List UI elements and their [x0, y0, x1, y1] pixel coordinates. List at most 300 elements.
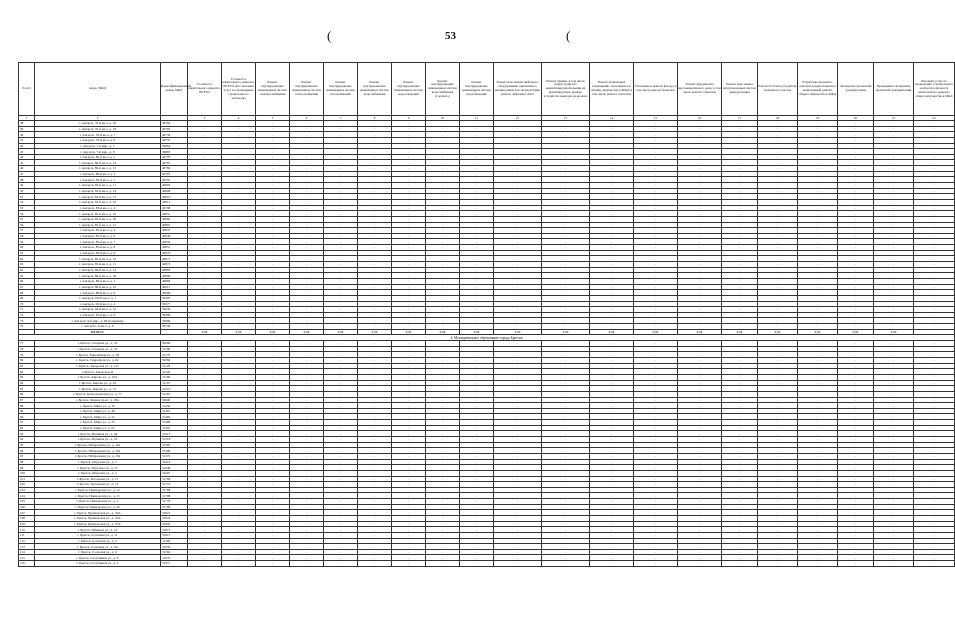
value-cell: - [678, 358, 722, 364]
value-cell: - [678, 318, 722, 324]
value-cell: - [542, 301, 590, 307]
value-cell: - [722, 183, 758, 189]
value-cell: - [590, 527, 634, 533]
column-number: 5 [256, 116, 290, 121]
value-cell: - [590, 267, 634, 273]
value-cell: - [798, 194, 838, 200]
value-cell: - [188, 183, 222, 189]
value-cell: - [426, 437, 460, 443]
column-header: Проведение экспертизы проектной документации [874, 63, 914, 116]
value-cell: - [188, 262, 222, 268]
value-cell: - [914, 352, 955, 358]
value-cell: - [494, 171, 542, 177]
value-cell: - [290, 453, 324, 459]
row-number: 64 [19, 267, 35, 273]
total-value: 0,00 [222, 329, 256, 335]
column-number: 11 [460, 116, 494, 121]
value-cell: - [634, 453, 678, 459]
mkd-id-cell: 31362 [161, 442, 188, 448]
value-cell: - [494, 369, 542, 375]
address-cell: г. Братск, Ленина пр-кт, д. 18А [35, 397, 161, 403]
value-cell: - [256, 538, 290, 544]
value-cell: - [634, 397, 678, 403]
column-header: Ремонт фундамента многоквартирного дома, в том числе ремонт отмостки [678, 63, 722, 116]
address-cell: г. Ангарск, 86-й кв-л, д. 13 [35, 267, 161, 273]
value-cell: - [494, 352, 542, 358]
value-cell: - [324, 397, 358, 403]
mkd-id-cell: 39032 [161, 307, 188, 313]
value-cell: - [874, 538, 914, 544]
value-cell: - [426, 149, 460, 155]
value-cell: - [590, 295, 634, 301]
total-label: ИТОГО: [35, 329, 161, 335]
value-cell: - [758, 256, 798, 262]
row-number: 110 [19, 527, 35, 533]
value-cell: - [290, 267, 324, 273]
value-cell: - [914, 374, 955, 380]
value-cell: - [426, 516, 460, 522]
value-cell: - [874, 437, 914, 443]
value-cell: - [494, 414, 542, 420]
value-cell: - [188, 126, 222, 132]
value-cell: - [874, 154, 914, 160]
value-cell: - [758, 380, 798, 386]
value-cell: - [358, 121, 392, 127]
value-cell: - [324, 199, 358, 205]
value-cell: - [324, 295, 358, 301]
value-cell: - [542, 408, 590, 414]
value-cell: - [874, 290, 914, 296]
value-cell: - [838, 431, 874, 437]
value-cell: - [798, 504, 838, 510]
value-cell: - [798, 369, 838, 375]
value-cell: - [542, 352, 590, 358]
value-cell: - [634, 499, 678, 505]
value-cell: - [590, 216, 634, 222]
value-cell: - [590, 374, 634, 380]
value-cell: - [874, 267, 914, 273]
value-cell: - [460, 126, 494, 132]
value-cell: - [256, 448, 290, 454]
value-cell: - [634, 414, 678, 420]
value-cell: - [798, 493, 838, 499]
mkd-id-cell: 40810 [161, 194, 188, 200]
mkd-id-cell: 31120 [161, 369, 188, 375]
row-number: 71 [19, 307, 35, 313]
value-cell: - [722, 245, 758, 251]
value-cell: - [542, 527, 590, 533]
value-cell: - [798, 216, 838, 222]
value-cell: - [358, 160, 392, 166]
value-cell: - [634, 363, 678, 369]
address-cell: г. Братск, Мира ул., д. 51 [35, 414, 161, 420]
value-cell: - [838, 391, 874, 397]
value-cell: - [798, 284, 838, 290]
value-cell: - [392, 420, 426, 426]
value-cell: - [256, 278, 290, 284]
total-value: 0,00 [678, 329, 722, 335]
value-cell: - [256, 199, 290, 205]
column-number: 12 [494, 116, 542, 121]
column-number: 22 [914, 116, 955, 121]
value-cell: - [426, 171, 460, 177]
value-cell: - [634, 487, 678, 493]
value-cell: - [678, 408, 722, 414]
value-cell: - [590, 397, 634, 403]
value-cell: - [914, 154, 955, 160]
value-cell: - [290, 555, 324, 561]
row-number: 41 [19, 137, 35, 143]
value-cell: - [256, 442, 290, 448]
value-cell: - [838, 408, 874, 414]
mkd-id-cell: 39389 [161, 312, 188, 318]
value-cell: - [188, 363, 222, 369]
value-cell: - [494, 312, 542, 318]
value-cell: - [542, 318, 590, 324]
value-cell: - [678, 448, 722, 454]
value-cell: - [874, 324, 914, 330]
column-header: Экспертиза проектной документации [838, 63, 874, 116]
value-cell: - [874, 408, 914, 414]
mkd-id-cell: 31450 [161, 403, 188, 409]
value-cell: - [722, 374, 758, 380]
value-cell: - [874, 532, 914, 538]
mkd-id-cell: 40782 [161, 166, 188, 172]
value-cell: - [542, 267, 590, 273]
value-cell: - [758, 143, 798, 149]
value-cell: - [188, 205, 222, 211]
value-cell: - [358, 177, 392, 183]
value-cell: - [256, 369, 290, 375]
value-cell: - [914, 307, 955, 313]
value-cell: - [290, 262, 324, 268]
value-cell: - [914, 414, 955, 420]
value-cell: - [758, 278, 798, 284]
value-cell: - [426, 295, 460, 301]
value-cell: - [838, 369, 874, 375]
mkd-id-cell: 31129 [161, 363, 188, 369]
value-cell: - [188, 121, 222, 127]
value-cell: - [290, 121, 324, 127]
mkd-id-cell: 31176 [161, 352, 188, 358]
value-cell: - [634, 290, 678, 296]
value-cell: - [874, 250, 914, 256]
row-number: 112 [19, 538, 35, 544]
mkd-id-cell: 31467 [161, 408, 188, 414]
value-cell: - [758, 273, 798, 279]
value-cell: - [798, 171, 838, 177]
mkd-id-cell: 31486 [161, 420, 188, 426]
value-cell: - [358, 250, 392, 256]
row-number: 97 [19, 453, 35, 459]
value-cell: - [256, 527, 290, 533]
value-cell: - [188, 487, 222, 493]
value-cell: - [494, 295, 542, 301]
value-cell: - [426, 245, 460, 251]
value-cell: - [256, 403, 290, 409]
value-cell: - [758, 532, 798, 538]
mkd-id-cell: 31518 [161, 437, 188, 443]
value-cell: - [634, 132, 678, 138]
value-cell: - [222, 177, 256, 183]
value-cell: - [914, 295, 955, 301]
value-cell: - [914, 499, 955, 505]
value-cell: - [290, 431, 324, 437]
value-cell: - [188, 211, 222, 217]
column-header: Работы по благоустройству земельного участка [758, 63, 798, 116]
mkd-id-cell: 40811 [161, 199, 188, 205]
left-parenthesis: ( [327, 28, 332, 43]
mkd-id-cell: 40870 [161, 250, 188, 256]
value-cell: - [290, 442, 324, 448]
column-header: Стоимость капитального ремонта, ВСЕГО [188, 63, 222, 116]
value-cell: - [914, 437, 955, 443]
value-cell: - [838, 516, 874, 522]
value-cell: - [798, 228, 838, 234]
value-cell: - [290, 341, 324, 347]
value-cell: - [324, 346, 358, 352]
value-cell: - [634, 183, 678, 189]
value-cell: - [722, 425, 758, 431]
value-cell: - [590, 346, 634, 352]
value-cell: - [838, 290, 874, 296]
value-cell: - [324, 544, 358, 550]
value-cell: - [222, 482, 256, 488]
value-cell: - [722, 318, 758, 324]
value-cell: - [392, 346, 426, 352]
value-cell: - [590, 278, 634, 284]
value-cell: - [426, 476, 460, 482]
mkd-id-cell: 31768 [161, 476, 188, 482]
value-cell: - [324, 149, 358, 155]
value-cell: - [460, 250, 494, 256]
value-cell: - [494, 391, 542, 397]
value-cell: - [722, 211, 758, 217]
mkd-id-cell: 40885 [161, 267, 188, 273]
value-cell: - [634, 493, 678, 499]
value-cell: - [358, 199, 392, 205]
value-cell: - [358, 301, 392, 307]
value-cell: - [494, 403, 542, 409]
value-cell: - [798, 363, 838, 369]
value-cell: - [590, 199, 634, 205]
value-cell: - [838, 199, 874, 205]
value-cell: - [358, 470, 392, 476]
value-cell: - [914, 453, 955, 459]
row-number: 77 [19, 341, 35, 347]
value-cell: - [838, 341, 874, 347]
value-cell: - [590, 222, 634, 228]
value-cell: - [634, 521, 678, 527]
value-cell: - [188, 188, 222, 194]
value-cell: - [222, 386, 256, 392]
row-number: 100 [19, 470, 35, 476]
value-cell: - [798, 324, 838, 330]
value-cell: - [758, 160, 798, 166]
value-cell: - [256, 341, 290, 347]
value-cell: - [256, 544, 290, 550]
value-cell: - [188, 273, 222, 279]
value-cell: - [722, 352, 758, 358]
row-number: 67 [19, 284, 35, 290]
value-cell: - [678, 341, 722, 347]
value-cell: - [290, 312, 324, 318]
value-cell: - [426, 397, 460, 403]
value-cell: - [914, 408, 955, 414]
value-cell: - [460, 324, 494, 330]
value-cell: - [542, 442, 590, 448]
value-cell: - [634, 284, 678, 290]
row-number: 91 [19, 420, 35, 426]
address-cell: г. Ангарск, 93/95 кв-л, д. 1 [35, 295, 161, 301]
value-cell: - [758, 465, 798, 471]
value-cell: - [758, 239, 798, 245]
value-cell: - [590, 561, 634, 567]
value-cell: - [678, 143, 722, 149]
value-cell: - [324, 239, 358, 245]
value-cell: - [426, 453, 460, 459]
address-cell: г. Братск, Набережная ул., д. 19а [35, 442, 161, 448]
address-cell: г. Ангарск, 7-й мкр., д. 9 [35, 149, 161, 155]
value-cell: - [392, 137, 426, 143]
value-cell: - [874, 132, 914, 138]
value-cell: - [874, 555, 914, 561]
value-cell: - [426, 284, 460, 290]
value-cell: - [542, 470, 590, 476]
value-cell: - [324, 216, 358, 222]
value-cell: - [758, 352, 798, 358]
value-cell: - [590, 205, 634, 211]
mkd-id-cell: 40851 [161, 245, 188, 251]
column-number: 20 [838, 116, 874, 121]
value-cell: - [914, 262, 955, 268]
value-cell: - [678, 194, 722, 200]
value-cell: - [722, 465, 758, 471]
value-cell: - [542, 437, 590, 443]
value-cell: - [392, 278, 426, 284]
value-cell: - [722, 121, 758, 127]
address-cell: г. Братск, Рябикова ул., д. 1б [35, 527, 161, 533]
value-cell: - [290, 465, 324, 471]
value-cell: - [426, 233, 460, 239]
mkd-id-cell: 40849 [161, 233, 188, 239]
value-cell: - [590, 358, 634, 364]
value-cell: - [758, 126, 798, 132]
value-cell: - [222, 250, 256, 256]
value-cell: - [222, 324, 256, 330]
value-cell: - [838, 437, 874, 443]
value-cell: - [494, 532, 542, 538]
value-cell: - [874, 137, 914, 143]
value-cell: - [460, 318, 494, 324]
value-cell: - [358, 295, 392, 301]
value-cell: - [874, 318, 914, 324]
value-cell: - [426, 183, 460, 189]
value-cell: - [222, 374, 256, 380]
value-cell: - [838, 510, 874, 516]
value-cell: - [874, 448, 914, 454]
value-cell: - [324, 504, 358, 510]
value-cell: - [426, 363, 460, 369]
value-cell: - [222, 307, 256, 313]
row-number: 79 [19, 352, 35, 358]
value-cell: - [874, 544, 914, 550]
value-cell: - [256, 358, 290, 364]
value-cell: - [838, 126, 874, 132]
row-number: 104 [19, 493, 35, 499]
total-value: 0,00 [494, 329, 542, 335]
value-cell: - [874, 256, 914, 262]
value-cell: - [542, 199, 590, 205]
value-cell: - [290, 346, 324, 352]
value-cell: - [460, 380, 494, 386]
value-cell: - [494, 301, 542, 307]
column-header: Ремонт внутридомовых инженерных систем теплоснабжения [290, 63, 324, 116]
value-cell: - [542, 453, 590, 459]
value-cell: - [758, 391, 798, 397]
value-cell: - [392, 374, 426, 380]
value-cell: - [392, 307, 426, 313]
value-cell: - [758, 149, 798, 155]
total-value: 0,00 [874, 329, 914, 335]
value-cell: - [188, 521, 222, 527]
value-cell: - [678, 476, 722, 482]
value-cell: - [256, 363, 290, 369]
mkd-id-cell: 40847 [161, 228, 188, 234]
value-cell: - [722, 301, 758, 307]
value-cell: - [392, 465, 426, 471]
value-cell: - [392, 183, 426, 189]
total-value: 0,00 [758, 329, 798, 335]
value-cell: - [798, 408, 838, 414]
value-cell: - [358, 499, 392, 505]
value-cell: - [758, 397, 798, 403]
value-cell: - [290, 470, 324, 476]
value-cell: - [798, 549, 838, 555]
row-number: 81 [19, 363, 35, 369]
address-cell: г. Братск, Приморская ул., д. 35А [35, 516, 161, 522]
address-cell: г. Ангарск, 82-й кв-л, д. 1 [35, 177, 161, 183]
value-cell: - [494, 470, 542, 476]
value-cell: - [874, 295, 914, 301]
value-cell: - [256, 318, 290, 324]
value-cell: - [290, 358, 324, 364]
value-cell: - [188, 171, 222, 177]
value-cell: - [838, 532, 874, 538]
value-cell: - [426, 510, 460, 516]
row-number: 63 [19, 262, 35, 268]
value-cell: - [460, 183, 494, 189]
value-cell: - [290, 228, 324, 234]
value-cell: - [256, 233, 290, 239]
value-cell: - [634, 369, 678, 375]
value-cell: - [542, 222, 590, 228]
value-cell: - [634, 341, 678, 347]
value-cell: - [392, 487, 426, 493]
value-cell: - [324, 420, 358, 426]
value-cell: - [188, 448, 222, 454]
value-cell: - [914, 369, 955, 375]
value-cell: - [590, 290, 634, 296]
value-cell: - [590, 143, 634, 149]
address-cell: г. Ангарск, 7-й мкр., д. 7 [35, 143, 161, 149]
mkd-id-cell: 31915 [161, 532, 188, 538]
value-cell: - [494, 233, 542, 239]
value-cell: - [460, 278, 494, 284]
value-cell: - [256, 301, 290, 307]
value-cell: - [634, 431, 678, 437]
value-cell: - [494, 149, 542, 155]
